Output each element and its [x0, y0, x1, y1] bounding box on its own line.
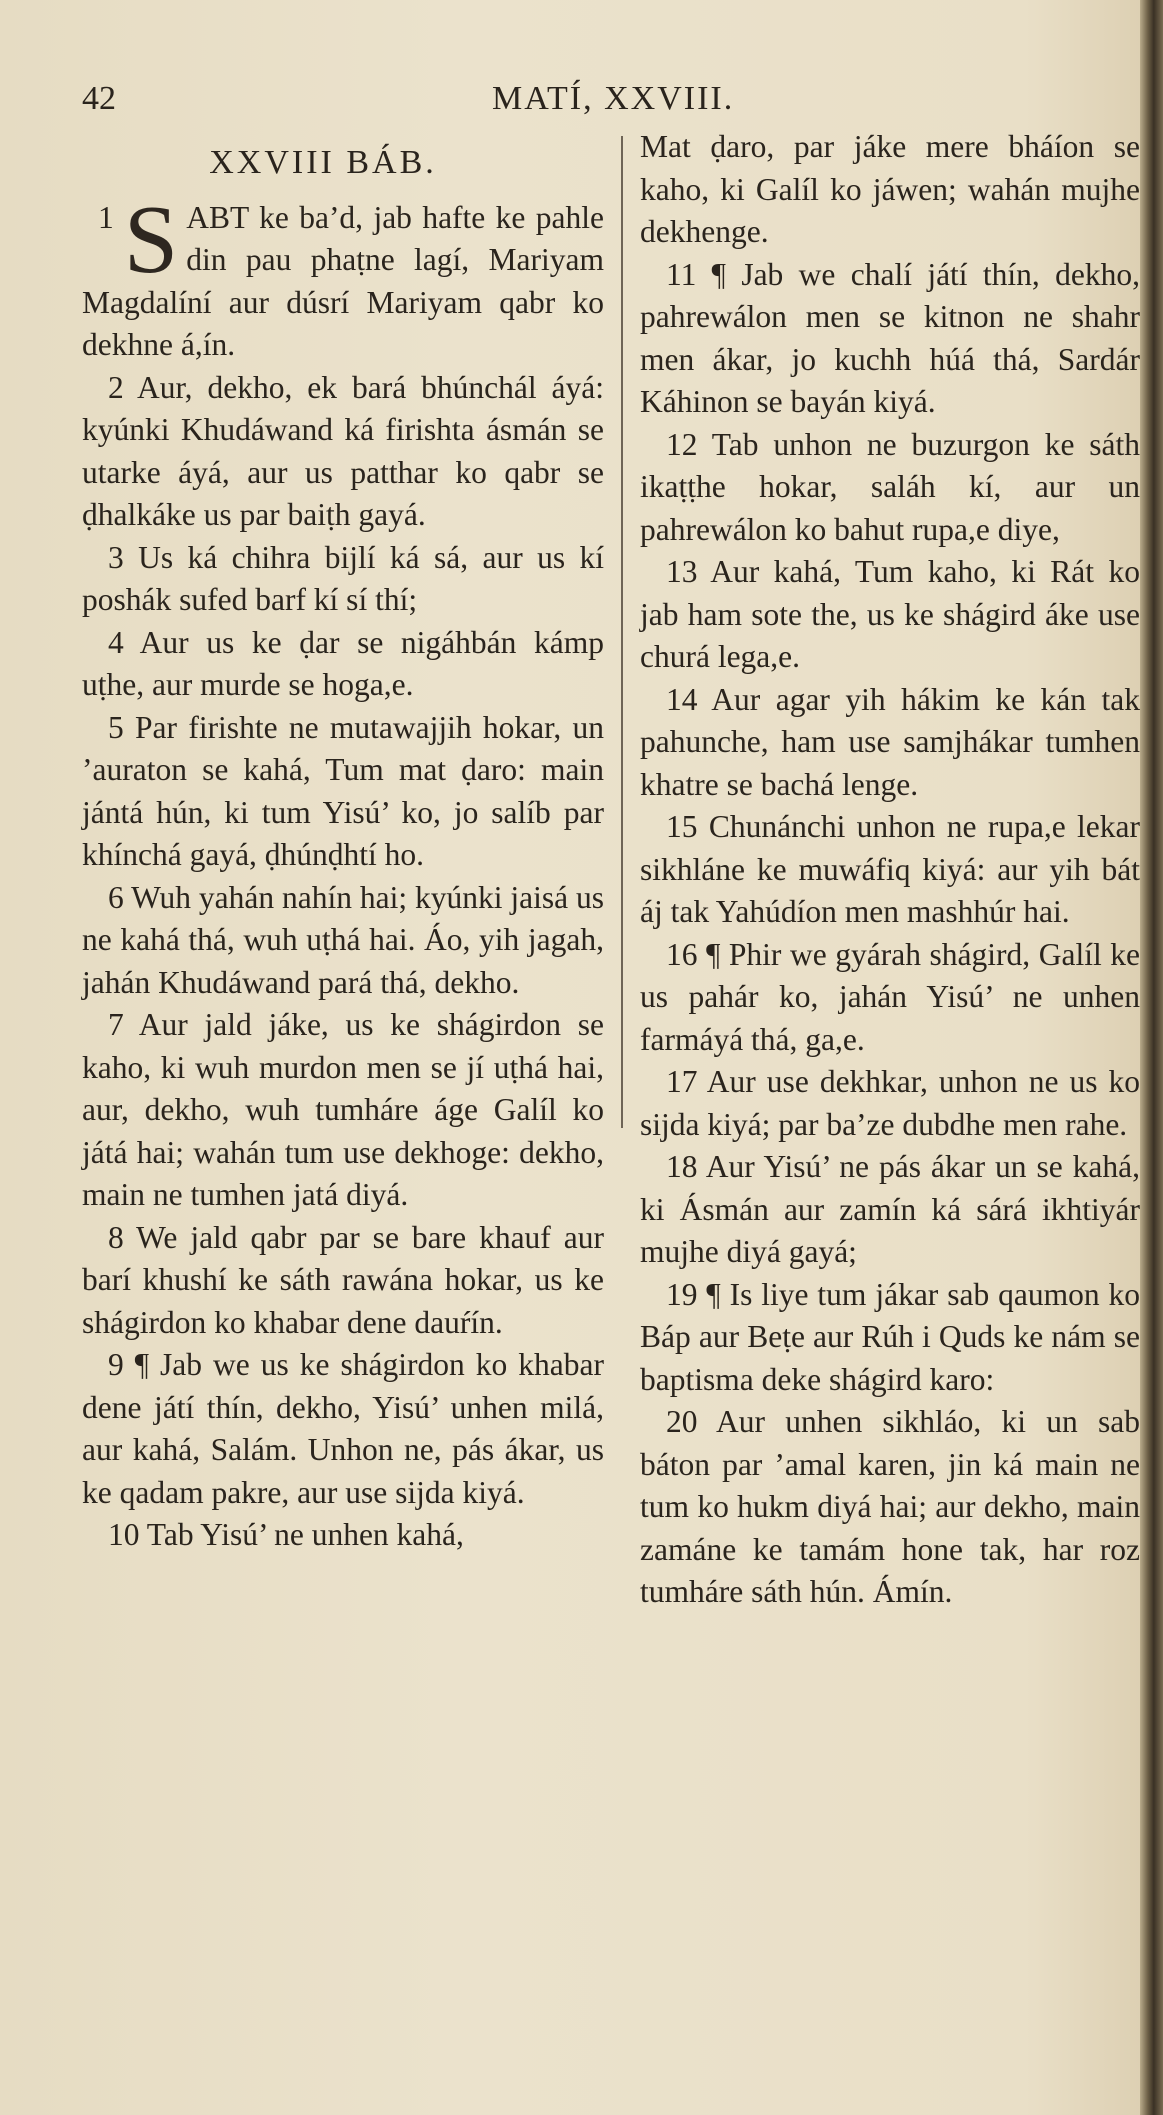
page-edge [1140, 0, 1163, 2115]
verse-2: 2 Aur, dekho, ek bará bhúnchál áyá: kyúnki Khudáwand ká firishta ásmán se utarke áyá, aur us patthar ko qabr se ḍhalkáke us par baiṭh gayá. [82, 369, 604, 532]
left-column [82, 126, 604, 1557]
verse-8: 8 We jald qabr par se bare khauf aur barí khushí ke sáth rawána hokar, us ke shágirdon ko khabar dene dauŕín. [82, 1219, 604, 1340]
verse-10: 10 Tab Yisú’ ne unhen kahá, [108, 1517, 464, 1552]
verse-3: 3 Us ká chihra bijlí ká sá, aur us kí poshák sufed barf kí sí thí; [82, 539, 604, 617]
column-rule [621, 136, 623, 1128]
verse-4: 4 Aur us ke ḍar se nigáhbán kámp uṭhe, aur murde se hoga,e. [82, 624, 604, 702]
drop-cap: S [123, 185, 179, 294]
verse-15: 15 Chunánchi unhon ne rupa,e lekar sikhláne ke muwáfiq kiyá: aur yih bát áj tak Yahúdíon men mashhúr hai. [640, 809, 1140, 929]
verse-13: 13 Aur kahá, Tum kaho, ki Rát ko jab ham sote the, us ke shágird áke use churá lega,e. [640, 554, 1140, 674]
running-head [0, 80, 1140, 120]
verse-17: 17 Aur use dekhkar, unhon ne us ko sijda kiyá; par ba’ze dubdhe men rahe. [640, 1064, 1140, 1142]
verse-1-text: ABT ke ba’d, jab hafte ke pahle din pau phaṭne lagí, Mariyam Magdalíní aur dúsrí Mariyam qabr ko dekhne á,ín. [82, 199, 604, 362]
verse-16: 16 ¶ Phir we gyárah shágird, Galíl ke us pahár ko, jahán Yisú’ ne unhen farmáyá thá, ga,e. [640, 936, 1140, 1057]
verse-1-number: 1 [98, 199, 114, 235]
verse-9: 9 ¶ Jab we us ke shágirdon ko khabar dene játí thín, dekho, Yisú’ unhen milá, aur kahá, Salám. Unhon ne, pás ákar, us ke qadam pakre, aur use sijda kiyá. [82, 1347, 604, 1510]
verse-19: 19 ¶ Is liye tum jákar sab qaumon ko Báp aur Beṭe aur Rúh i Quds ke nám se baptisma deke shágird karo: [640, 1276, 1140, 1397]
verse-20: 20 Aur unhen sikhláo, ki un sab báton par ’amal karen, jin ká main ne tum ko hukm diyá hai; aur dekho, main zamáne ke tamám hone tak, har roz tumháre sáth hún. Ámín. [640, 1404, 1140, 1609]
verse-18: 18 Aur Yisú’ ne pás ákar un se kahá, ki Ásmán aur zamín ká sárá ikhtiyár mujhe diyá gayá; [640, 1149, 1140, 1269]
verse-14: 14 Aur agar yih hákim ke kán tak pahunche, ham use samjhákar tumhen khatre se bachá lenge. [640, 681, 1140, 802]
verse-12: 12 Tab unhon ne buzurgon ke sáth ikaṭṭhe hokar, saláh kí, aur un pahrewálon ko bahut rupa,e diye, [640, 426, 1140, 547]
right-column [640, 126, 1140, 1614]
verse-1 [82, 185, 604, 367]
verse-5: 5 Par firishte ne mutawajjih hokar, un ’auraton se kahá, Tum mat ḍaro: main jántá hún, ki tum Yisú’ ko, jo salíb par khínchá gayá, ḍhúnḍhtí ho. [82, 709, 604, 872]
verse-11: 11 ¶ Jab we chalí játí thín, dekho, pahrewálon men se kitnon ne shahr men ákar, jo kuchh húá thá, Sardár Káhinon se bayán kiyá. [640, 256, 1140, 419]
running-title: MATÍ, XXVIII. [492, 80, 735, 117]
page-number: 42 [82, 80, 116, 117]
verse-6: 6 Wuh yahán nahín hai; kyúnki jaisá us ne kahá thá, wuh uṭhá hai. Áo, yih jagah, jahán Khudáwand pará thá, dekho. [82, 879, 604, 1000]
chapter-heading: XXVIII BÁB. [209, 144, 437, 181]
verse-7: 7 Aur jald jáke, us ke shágirdon se kaho, ki wuh murdon men se jí uṭhá hai, aur, dekho, wuh tumháre áge Galíl ko játá hai; wahán tum use dekhoge: dekho, main ne tumhen jatá diyá. [82, 1007, 604, 1212]
verse-10-continued: Mat ḍaro, par jáke mere bháíon se kaho, ki Galíl ko jáwen; wahán mujhe dekhenge. [640, 129, 1140, 249]
